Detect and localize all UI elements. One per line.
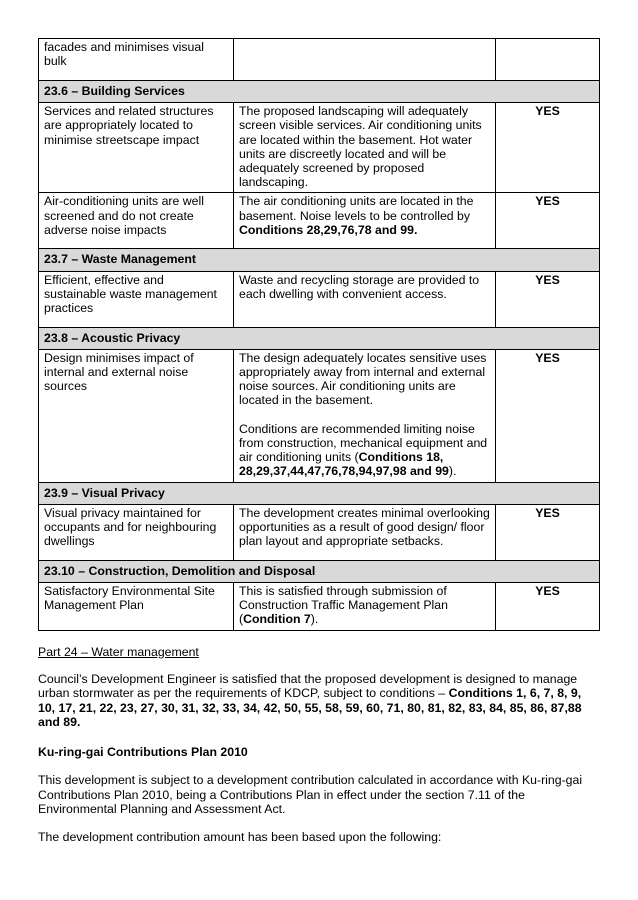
response-cell bbox=[234, 193, 496, 249]
response-text: This is satisfied through submission of Construction Traffic Management Plan ( bbox=[239, 584, 448, 627]
response-cell bbox=[234, 103, 496, 193]
response-cell bbox=[234, 583, 496, 631]
table-row bbox=[39, 349, 600, 482]
contributions-heading: Ku-ring-gai Contributions Plan 2010 bbox=[38, 744, 248, 759]
condition-reference: Conditions 28,29,76,78 and 99. bbox=[239, 222, 418, 237]
table-row bbox=[39, 103, 600, 193]
contributions-paragraph: This development is subject to a development contribution calculated in accordance with Ku-ring-gai Contributions Plan 2010, being a Contributions Plan in effect under the section 7.11 of the Environmental Planning and Assessment Act. bbox=[38, 773, 583, 816]
response-text: Conditions are recommended limiting noise from construction, mechanical equipment and air conditioning units ( bbox=[239, 421, 488, 465]
criterion-cell: facades and minimises visual bulk bbox=[39, 39, 234, 81]
table-row bbox=[39, 504, 600, 560]
section-header-row bbox=[39, 327, 600, 349]
section-header-row bbox=[39, 249, 600, 271]
response-text: ). bbox=[448, 464, 457, 479]
response-cell bbox=[234, 349, 496, 482]
criterion-cell: Efficient, effective and sustainable waste management practices bbox=[39, 271, 234, 327]
contributions-basis-paragraph: The development contribution amount has been based upon the following: bbox=[38, 830, 442, 845]
compliance-cell: YES bbox=[496, 349, 600, 482]
section-header-row bbox=[39, 81, 600, 103]
criterion-cell: Air-conditioning units are well screened and do not create adverse noise impacts bbox=[39, 193, 234, 249]
response-text: ). bbox=[310, 612, 319, 627]
document-page bbox=[38, 38, 600, 845]
criterion-cell: Design minimises impact of internal and external noise sources bbox=[39, 349, 234, 482]
water-conditions-list: Conditions 1, 6, 7, 8, 9, 10, 17, 21, 22, 23, 27, 30, 31, 32, 33, 34, 42, 50, 55, 58, 59, 60, 71, 80, 81, 82, 83, 84, 85, 86, 87,88 and 89. bbox=[38, 686, 582, 730]
water-management-paragraph bbox=[38, 672, 600, 730]
compliance-table bbox=[38, 38, 600, 631]
response-text: The development creates minimal overlooking opportunities as a result of good design/ floor plan layout and appropriate setbacks. bbox=[239, 505, 490, 549]
table-row bbox=[39, 39, 600, 81]
response-text: The design adequately locates sensitive uses appropriately away from internal and external noise sources. Air conditioning units are located in the basement. bbox=[239, 350, 487, 408]
response-text: The proposed landscaping will adequately screen visible services. Air conditioning units are located within the basement. Hot water units are discreetly located and will be adequately screened by proposed landscaping. bbox=[239, 104, 482, 190]
section-title: 23.7 – Waste Management bbox=[39, 249, 600, 271]
water-paragraph-text: Council’s Development Engineer is satisfied that the proposed development is designed to manage urban stormwater as per the requirements of KDCP, subject to conditions – bbox=[38, 672, 578, 701]
compliance-cell: YES bbox=[496, 583, 600, 631]
section-title: 23.10 – Construction, Demolition and Disposal bbox=[39, 560, 600, 582]
response-cell bbox=[234, 271, 496, 327]
compliance-cell: YES bbox=[496, 103, 600, 193]
water-management-heading: Part 24 – Water management bbox=[38, 644, 199, 659]
condition-reference: Condition 7 bbox=[243, 612, 311, 627]
response-cell bbox=[234, 504, 496, 560]
section-title: 23.8 – Acoustic Privacy bbox=[39, 327, 600, 349]
compliance-cell: YES bbox=[496, 504, 600, 560]
response-text: Waste and recycling storage are provided to each dwelling with convenient access. bbox=[239, 272, 480, 301]
response-cell bbox=[234, 39, 496, 81]
compliance-cell: YES bbox=[496, 271, 600, 327]
response-text: The air conditioning units are located in the basement. Noise levels to be controlled by bbox=[239, 194, 474, 223]
section-title: 23.6 – Building Services bbox=[39, 81, 600, 103]
section-title: 23.9 – Visual Privacy bbox=[39, 482, 600, 504]
criterion-cell: Satisfactory Environmental Site Management Plan bbox=[39, 583, 234, 631]
compliance-cell: YES bbox=[496, 193, 600, 249]
table-row bbox=[39, 583, 600, 631]
compliance-cell bbox=[496, 39, 600, 81]
table-row bbox=[39, 193, 600, 249]
condition-reference: Conditions 18, 28,29,37,44,47,76,78,94,97,98 and 99 bbox=[239, 450, 449, 479]
compliance-table-body bbox=[39, 39, 600, 631]
criterion-cell: Visual privacy maintained for occupants and for neighbouring dwellings bbox=[39, 504, 234, 560]
section-header-row bbox=[39, 560, 600, 582]
table-row bbox=[39, 271, 600, 327]
section-header-row bbox=[39, 482, 600, 504]
criterion-cell: Services and related structures are appropriately located to minimise streetscape impact bbox=[39, 103, 234, 193]
